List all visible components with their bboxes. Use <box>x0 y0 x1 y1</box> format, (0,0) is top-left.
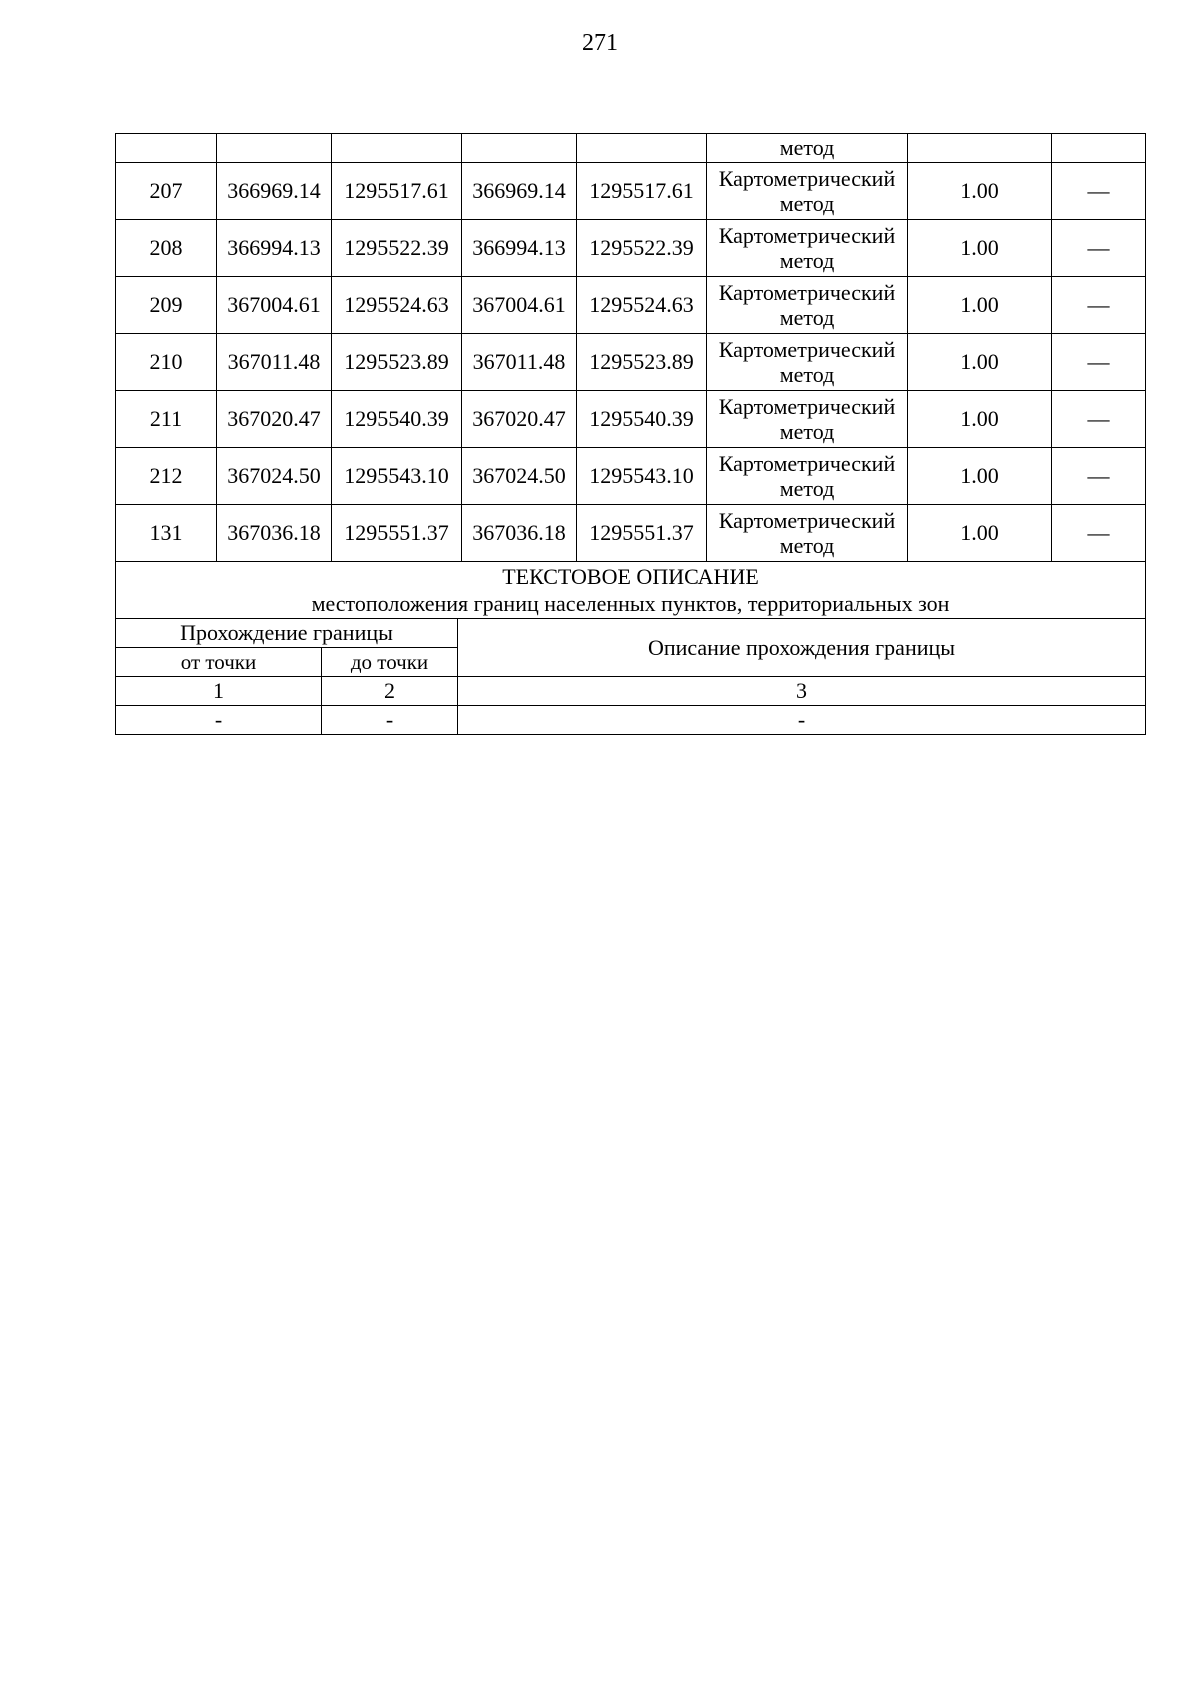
cell-x2 <box>462 134 577 163</box>
cell-y2: 1295524.63 <box>577 277 707 334</box>
column-number-2: 2 <box>322 677 458 706</box>
method-line-2: метод <box>779 362 835 387</box>
cell-x1: 366969.14 <box>217 163 332 220</box>
cell-note: — <box>1052 277 1146 334</box>
cell-x2: 367004.61 <box>462 277 577 334</box>
table-row <box>116 505 1146 562</box>
cell-x1: 367036.18 <box>217 505 332 562</box>
cell-note: — <box>1052 505 1146 562</box>
cell-y1: 1295517.61 <box>332 163 462 220</box>
cell-accuracy: 1.00 <box>908 448 1052 505</box>
cell-y2: 1295523.89 <box>577 334 707 391</box>
boundary-data-row <box>116 706 1146 735</box>
cell-y1: 1295523.89 <box>332 334 462 391</box>
method-line-2: метод <box>779 476 835 501</box>
passage-header: Прохождение границы <box>116 619 458 648</box>
cell-point: 210 <box>116 334 217 391</box>
cell-note: — <box>1052 334 1146 391</box>
method-line-1: Картометрический <box>718 280 896 305</box>
cell-accuracy <box>908 134 1052 163</box>
method-line-2: метод <box>779 191 835 216</box>
boundary-description-table <box>115 618 1146 735</box>
cell-method <box>707 448 908 505</box>
text-description-title: ТЕКСТОВОЕ ОПИСАНИЕ <box>502 564 759 589</box>
method-line-2: метод <box>779 248 835 273</box>
cell-point: 208 <box>116 220 217 277</box>
table-row <box>116 448 1146 505</box>
cell-y1: 1295524.63 <box>332 277 462 334</box>
column-number-1: 1 <box>116 677 322 706</box>
cell-method <box>707 391 908 448</box>
coordinates-rows <box>116 163 1146 562</box>
text-description-subtitle: местоположения границ населенных пунктов, территориальных зон <box>311 591 950 616</box>
from-point-value: - <box>116 706 322 735</box>
cell-method <box>707 277 908 334</box>
cell-method <box>707 220 908 277</box>
cell-y1: 1295551.37 <box>332 505 462 562</box>
cell-note <box>1052 134 1146 163</box>
cell-x2: 367020.47 <box>462 391 577 448</box>
cell-y2: 1295517.61 <box>577 163 707 220</box>
cell-x1: 366994.13 <box>217 220 332 277</box>
cell-x1 <box>217 134 332 163</box>
cell-x2: 366994.13 <box>462 220 577 277</box>
method-line-1: Картометрический <box>718 508 896 533</box>
method-line-1: Картометрический <box>718 394 896 419</box>
cell-x1: 367020.47 <box>217 391 332 448</box>
table-row <box>116 163 1146 220</box>
table-row <box>116 220 1146 277</box>
cell-method <box>707 163 908 220</box>
method-line-1: Картометрический <box>718 337 896 362</box>
cell-y2: 1295522.39 <box>577 220 707 277</box>
cell-note: — <box>1052 163 1146 220</box>
cell-method <box>707 505 908 562</box>
cell-accuracy: 1.00 <box>908 163 1052 220</box>
table-row <box>116 277 1146 334</box>
cell-accuracy: 1.00 <box>908 334 1052 391</box>
cell-accuracy: 1.00 <box>908 391 1052 448</box>
cell-note: — <box>1052 220 1146 277</box>
cell-accuracy: 1.00 <box>908 505 1052 562</box>
method-line-1: Картометрический <box>718 166 896 191</box>
method-line-1: Картометрический <box>718 223 896 248</box>
cell-point: 207 <box>116 163 217 220</box>
page-number: 271 <box>582 30 618 56</box>
cell-x1: 367024.50 <box>217 448 332 505</box>
cell-method: метод <box>707 134 908 163</box>
cell-y1 <box>332 134 462 163</box>
description-value: - <box>458 706 1146 735</box>
method-line-2: метод <box>779 533 835 558</box>
cell-y1: 1295522.39 <box>332 220 462 277</box>
cell-x1: 367004.61 <box>217 277 332 334</box>
table-row <box>116 334 1146 391</box>
cell-y2: 1295540.39 <box>577 391 707 448</box>
method-line-2: метод <box>779 419 835 444</box>
method-line-1: Картометрический <box>718 451 896 476</box>
cell-x2: 367011.48 <box>462 334 577 391</box>
cell-y2: 1295551.37 <box>577 505 707 562</box>
cell-point: 131 <box>116 505 217 562</box>
cell-point <box>116 134 217 163</box>
cell-y2: 1295543.10 <box>577 448 707 505</box>
cell-point: 212 <box>116 448 217 505</box>
to-point-header: до точки <box>322 648 458 677</box>
cell-y1: 1295543.10 <box>332 448 462 505</box>
cell-y2 <box>577 134 707 163</box>
cell-method <box>707 334 908 391</box>
cell-point: 209 <box>116 277 217 334</box>
method-line-2: метод <box>779 305 835 330</box>
cell-x2: 366969.14 <box>462 163 577 220</box>
coordinates-table <box>115 133 1146 619</box>
table-row <box>116 391 1146 448</box>
text-description-cell <box>116 562 1146 619</box>
to-point-value: - <box>322 706 458 735</box>
text-description-row <box>116 562 1146 619</box>
cell-x2: 367024.50 <box>462 448 577 505</box>
from-point-header: от точки <box>116 648 322 677</box>
continued-row <box>116 134 1146 163</box>
cell-y1: 1295540.39 <box>332 391 462 448</box>
cell-accuracy: 1.00 <box>908 220 1052 277</box>
boundary-header-row <box>116 619 1146 648</box>
cell-point: 211 <box>116 391 217 448</box>
cell-note: — <box>1052 448 1146 505</box>
cell-x1: 367011.48 <box>217 334 332 391</box>
cell-note: — <box>1052 391 1146 448</box>
column-number-3: 3 <box>458 677 1146 706</box>
column-numbers-row <box>116 677 1146 706</box>
cell-accuracy: 1.00 <box>908 277 1052 334</box>
cell-x2: 367036.18 <box>462 505 577 562</box>
description-header: Описание прохождения границы <box>458 619 1146 677</box>
